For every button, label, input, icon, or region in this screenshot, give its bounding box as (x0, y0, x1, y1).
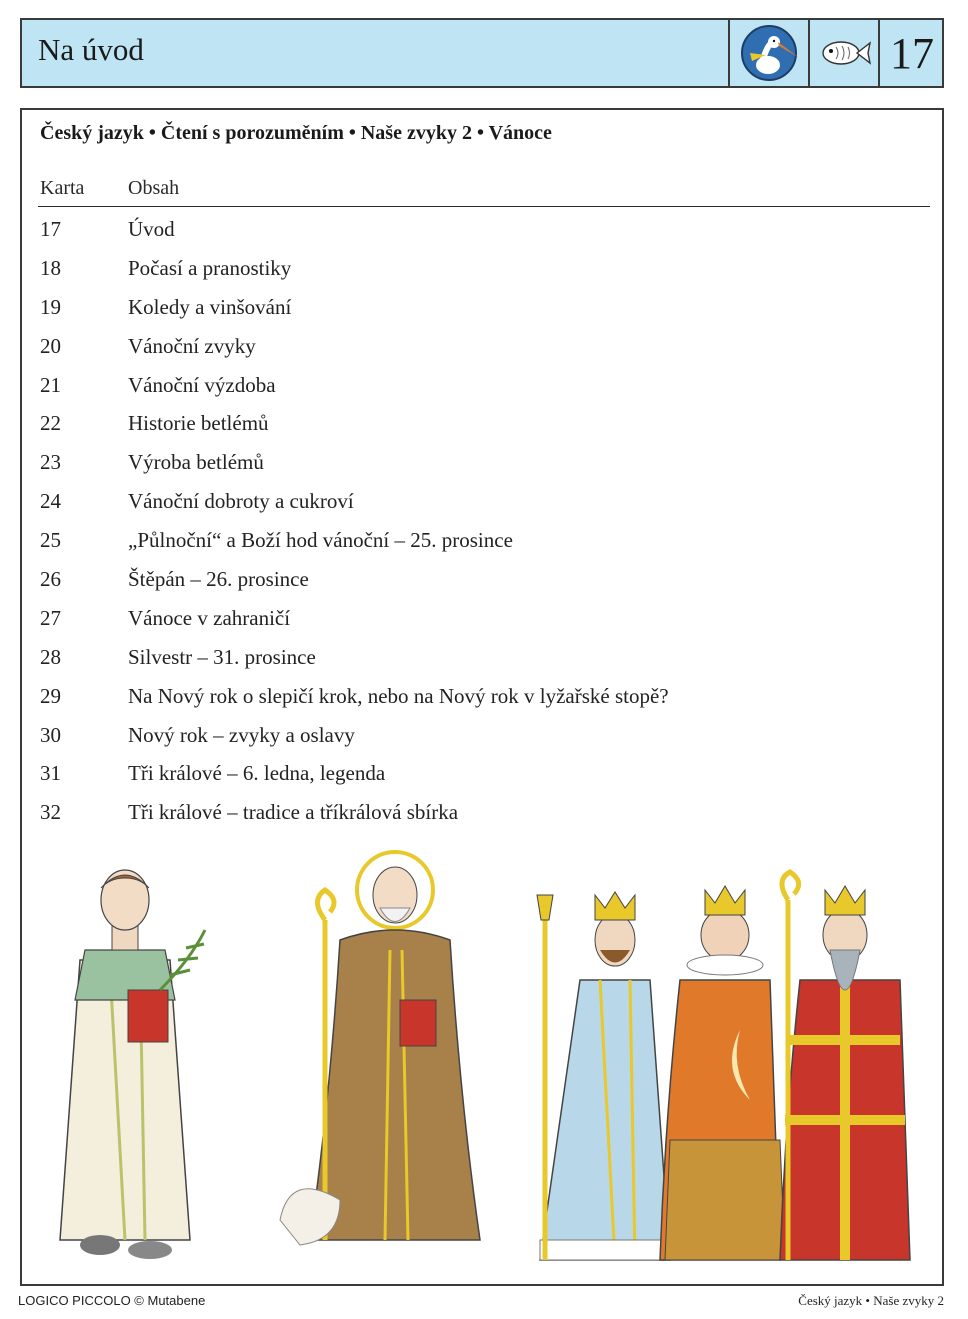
card-num: 20 (40, 333, 61, 358)
table-row (38, 404, 928, 443)
card-label: Vánoční zvyky (128, 333, 256, 358)
card-num: 19 (40, 294, 61, 319)
table-row (38, 638, 928, 677)
footer-publisher: LOGICO PICCOLO © Mutabene (18, 1293, 206, 1308)
card-label: Koledy a vinšování (128, 294, 292, 319)
card-num: 26 (40, 566, 61, 591)
table-row (38, 249, 928, 288)
table-row (38, 793, 928, 832)
header-divider (38, 206, 930, 207)
card-label: Historie betlémů (128, 411, 269, 436)
card-num: 24 (40, 489, 61, 514)
table-row (38, 327, 928, 366)
fish-icon (814, 33, 874, 73)
table-row (38, 716, 928, 755)
saint-stephen-figure (60, 870, 205, 1259)
card-label: Štěpán – 26. prosince (128, 566, 309, 591)
card-label: Vánoce v zahraničí (128, 605, 291, 630)
table-row (38, 482, 928, 521)
card-num: 30 (40, 722, 61, 747)
card-num: 23 (40, 450, 61, 475)
card-label: Nový rok – zvyky a oslavy (128, 722, 355, 747)
saint-monk-figure (280, 852, 480, 1245)
card-num: 27 (40, 605, 61, 630)
column-header-karta: Karta (40, 177, 85, 199)
table-row (38, 366, 928, 405)
card-label: Počasí a pranostiky (128, 255, 292, 280)
stork-icon (732, 23, 806, 83)
card-label: Vánoční dobroty a cukroví (128, 489, 354, 514)
card-num: 21 (40, 372, 61, 397)
table-row (38, 210, 928, 249)
table-row (38, 754, 928, 793)
card-num: 29 (40, 683, 61, 708)
table-row (38, 443, 928, 482)
card-num: 17 (40, 216, 61, 241)
card-number: 17 (878, 20, 944, 86)
card-label: Výroba betlémů (128, 450, 264, 475)
card-num: 25 (40, 528, 61, 553)
table-row (38, 560, 928, 599)
page-title: Na úvod (38, 32, 144, 67)
card-num: 18 (40, 255, 61, 280)
card-num: 28 (40, 644, 61, 669)
subtitle: Český jazyk • Čtení s porozuměním • Naše zvyky 2 • Vánoce (40, 122, 552, 144)
stork-logo-box (728, 20, 808, 86)
card-num: 22 (40, 411, 61, 436)
card-label: Na Nový rok o slepičí krok, nebo na Nový rok v lyžařské stopě? (128, 683, 669, 708)
three-kings-figure (537, 872, 910, 1260)
card-num: 31 (40, 761, 61, 786)
card-label: Silvestr – 31. prosince (128, 644, 316, 669)
card-label: Tři králové – 6. ledna, legenda (128, 761, 386, 786)
table-row (38, 599, 928, 638)
header-band (20, 18, 944, 88)
card-num: 32 (40, 800, 61, 825)
table-row (38, 288, 928, 327)
card-label: Vánoční výzdoba (128, 372, 276, 397)
content-frame (20, 108, 944, 1286)
table-row (38, 677, 928, 716)
footer-series: Český jazyk • Naše zvyky 2 (798, 1293, 944, 1308)
card-label: Úvod (128, 216, 175, 241)
fish-logo-box (808, 20, 878, 86)
card-label: Tři králové – tradice a tříkrálová sbírka (128, 800, 459, 825)
column-header-obsah: Obsah (128, 177, 180, 199)
card-label: „Půlnoční“ a Boží hod vánoční – 25. prosince (128, 528, 513, 553)
saints-kings-illustration (40, 840, 920, 1270)
contents-table (38, 210, 928, 832)
table-row (38, 521, 928, 560)
